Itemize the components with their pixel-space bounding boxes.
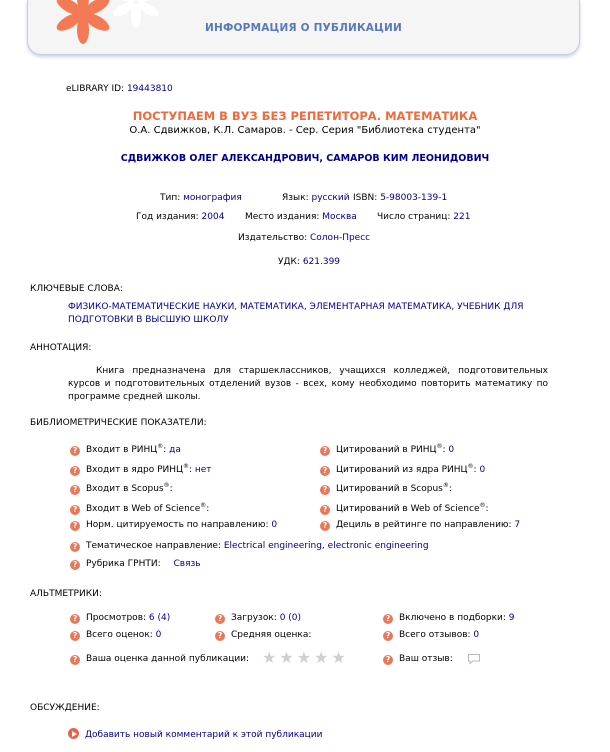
elibrary-id-row <box>66 84 173 94</box>
help-icon[interactable]: ? <box>70 560 80 570</box>
norm-row <box>70 520 277 531</box>
downloads-label: Загрузок: <box>231 613 277 623</box>
collections-row <box>383 613 515 624</box>
direction-label: Тематическое направление: <box>86 541 221 551</box>
help-icon[interactable]: ? <box>320 505 330 515</box>
pages-label: Число страниц: <box>377 212 451 222</box>
collections-label: Включено в подборки: <box>399 613 506 623</box>
rating-stars[interactable]: ★★★★★ <box>262 648 349 667</box>
grnti-value[interactable]: Связь <box>173 559 201 569</box>
help-icon[interactable]: ? <box>215 631 225 641</box>
avg-row <box>215 630 311 641</box>
comment-bubble-icon[interactable] <box>467 653 481 665</box>
reviews-row <box>383 630 479 641</box>
help-icon[interactable]: ? <box>215 614 225 624</box>
annotation-label: АННОТАЦИЯ: <box>30 343 92 353</box>
core-value: нет <box>194 465 212 475</box>
publisher-row <box>238 233 370 243</box>
help-icon[interactable]: ? <box>70 505 80 515</box>
core-row: ? Входит в ядро РИНЦ®: нет <box>70 463 212 476</box>
downloads-row <box>215 613 301 624</box>
reviews-value: 0 <box>473 630 480 640</box>
annotation-text: Книга предназначена для старшеклассников, учащихся колледжей, подготовительных курсов и подготовительных отделений вузов - всех, кому необходимо повторить математику по программе средней школы. <box>68 366 548 402</box>
rinc-row: ? Входит в РИНЦ®: да <box>70 443 181 456</box>
registered-mark: ® <box>442 482 449 489</box>
help-icon[interactable]: ? <box>320 446 330 456</box>
decile-value: 7 <box>514 520 521 530</box>
registered-mark: ® <box>467 463 474 470</box>
lang-row <box>282 193 350 203</box>
ratings-row <box>70 630 161 641</box>
discussion-label: ОБСУЖДЕНИЕ: <box>30 703 100 713</box>
your-review-label: Ваш отзыв: <box>399 654 453 664</box>
help-icon[interactable]: ? <box>320 466 330 476</box>
your-rating-row <box>70 654 249 665</box>
help-icon[interactable]: ? <box>70 466 80 476</box>
direction-row <box>70 541 429 552</box>
wos-row: ? Входит в Web of Science®: <box>70 502 209 515</box>
publisher-value[interactable]: Солон-Пресс <box>310 233 371 243</box>
help-icon[interactable]: ? <box>70 631 80 641</box>
ratings-value: 0 <box>155 630 162 640</box>
avg-label: Средняя оценка: <box>231 630 312 640</box>
cit-scopus-row: ? Цитирований в Scopus®: <box>320 482 452 495</box>
scopus-label: Входит в Scopus <box>86 484 164 494</box>
cit-core-value: 0 <box>479 465 486 475</box>
play-icon <box>68 728 79 739</box>
page-header <box>27 0 580 55</box>
views-row <box>70 613 170 624</box>
collections-value[interactable]: 9 <box>508 613 515 623</box>
grnti-label: Рубрика ГРНТИ: <box>86 559 161 569</box>
lang-value: русский <box>311 193 350 203</box>
biblio-label: БИБЛИОМЕТРИЧЕСКИЕ ПОКАЗАТЕЛИ: <box>30 418 207 428</box>
cit-wos-row: ? Цитирований в Web of Science®: <box>320 502 489 515</box>
keywords-line-1[interactable]: ФИЗИКО-МАТЕМАТИЧЕСКИЕ НАУКИ, МАТЕМАТИКА, ЭЛЕМЕНТАРНАЯ МАТЕМАТИКА, УЧЕБНИК ДЛЯ <box>68 302 524 312</box>
your-review-row <box>383 654 453 665</box>
scopus-row: ? Входит в Scopus®: <box>70 482 173 495</box>
isbn-row <box>353 193 447 203</box>
udk-value: 621.399 <box>302 257 341 267</box>
elibrary-id-label: eLIBRARY ID: <box>66 84 125 94</box>
help-icon[interactable]: ? <box>70 485 80 495</box>
isbn-value: 5-98003-139-1 <box>380 193 448 203</box>
cit-scopus-label: Цитирований в Scopus <box>336 484 443 494</box>
year-value: 2004 <box>201 212 225 222</box>
help-icon[interactable]: ? <box>320 485 330 495</box>
help-icon[interactable]: ? <box>70 542 80 552</box>
lang-label: Язык: <box>282 193 309 203</box>
reviews-label: Всего отзывов: <box>399 630 471 640</box>
norm-label: Норм. цитируемость по направлению: <box>86 520 269 530</box>
decile-row <box>320 520 520 531</box>
downloads-value: 0 (0) <box>279 613 302 623</box>
cit-rinc-value: 0 <box>448 445 455 455</box>
type-label: Тип: <box>160 193 181 203</box>
elibrary-id-value: 19443810 <box>126 84 173 94</box>
isbn-label: ISBN: <box>353 193 378 203</box>
registered-mark: ® <box>479 502 486 509</box>
cit-rinc-label: Цитирований в РИНЦ <box>336 445 437 455</box>
publication-subtitle: О.А. Сдвижков, К.Л. Самаров. - Сер. Серия "Библиотека студента" <box>129 125 481 136</box>
header-title: ИНФОРМАЦИЯ О ПУБЛИКАЦИИ <box>204 22 403 34</box>
altmetrics-label: АЛЬТМЕТРИКИ: <box>30 589 102 599</box>
year-row <box>136 212 224 222</box>
publisher-label: Издательство: <box>238 233 308 243</box>
rinc-value: да <box>169 445 181 455</box>
registered-mark: ® <box>157 443 164 450</box>
add-comment-link[interactable]: Добавить новый комментарий к этой публикации <box>85 730 323 740</box>
core-label: Входит в ядро РИНЦ <box>86 465 183 475</box>
cit-rinc-row: ? Цитирований в РИНЦ®: 0 <box>320 443 454 456</box>
udk-label: УДК: <box>278 257 300 267</box>
cit-core-row: ? Цитирований из ядра РИНЦ®: 0 <box>320 463 485 476</box>
grnti-row <box>70 559 201 570</box>
wos-label: Входит в Web of Science <box>86 504 201 514</box>
views-label: Просмотров: <box>86 613 147 623</box>
meta-row-1 <box>160 193 242 203</box>
type-value: монография <box>183 193 242 203</box>
ratings-label: Всего оценок: <box>86 630 153 640</box>
help-icon[interactable]: ? <box>70 521 80 531</box>
registered-mark: ® <box>163 482 170 489</box>
publication-title: ПОСТУПАЕМ В ВУЗ БЕЗ РЕПЕТИТОРА. МАТЕМАТИКА <box>132 109 478 123</box>
rinc-label: Входит в РИНЦ <box>86 445 158 455</box>
keywords-label: КЛЮЧЕВЫЕ СЛОВА: <box>30 284 123 294</box>
views-value: 6 (4) <box>148 613 171 623</box>
help-icon[interactable]: ? <box>383 614 393 624</box>
udk-row <box>278 257 340 267</box>
registered-mark: ® <box>182 463 189 470</box>
cit-core-label: Цитирований из ядра РИНЦ <box>336 465 468 475</box>
help-icon[interactable]: ? <box>70 614 80 624</box>
help-icon[interactable]: ? <box>320 521 330 531</box>
help-icon[interactable]: ? <box>70 655 80 665</box>
pages-row <box>377 212 470 222</box>
direction-value[interactable]: Electrical engineering, electronic engineering <box>223 541 429 551</box>
help-icon[interactable]: ? <box>383 655 393 665</box>
decile-label: Дециль в рейтинге по направлению: <box>336 520 512 530</box>
registered-mark: ® <box>436 443 443 450</box>
add-comment-row[interactable] <box>68 728 322 740</box>
pages-value: 221 <box>453 212 471 222</box>
place-label: Место издания: <box>245 212 320 222</box>
help-icon[interactable]: ? <box>70 446 80 456</box>
help-icon[interactable]: ? <box>383 631 393 641</box>
your-rating-label: Ваша оценка данной публикации: <box>86 654 250 664</box>
place-value: Москва <box>322 212 357 222</box>
keywords-line-2[interactable]: ПОДГОТОВКИ В ВЫСШУЮ ШКОЛУ <box>68 315 229 325</box>
place-row <box>245 212 357 222</box>
year-label: Год издания: <box>136 212 199 222</box>
norm-value: 0 <box>271 520 278 530</box>
cit-wos-label: Цитирований в Web of Science <box>336 504 480 514</box>
registered-mark: ® <box>200 502 207 509</box>
publication-authors[interactable]: СДВИЖКОВ ОЛЕГ АЛЕКСАНДРОВИЧ, САМАРОВ КИМ ЛЕОНИДОВИЧ <box>120 153 490 164</box>
